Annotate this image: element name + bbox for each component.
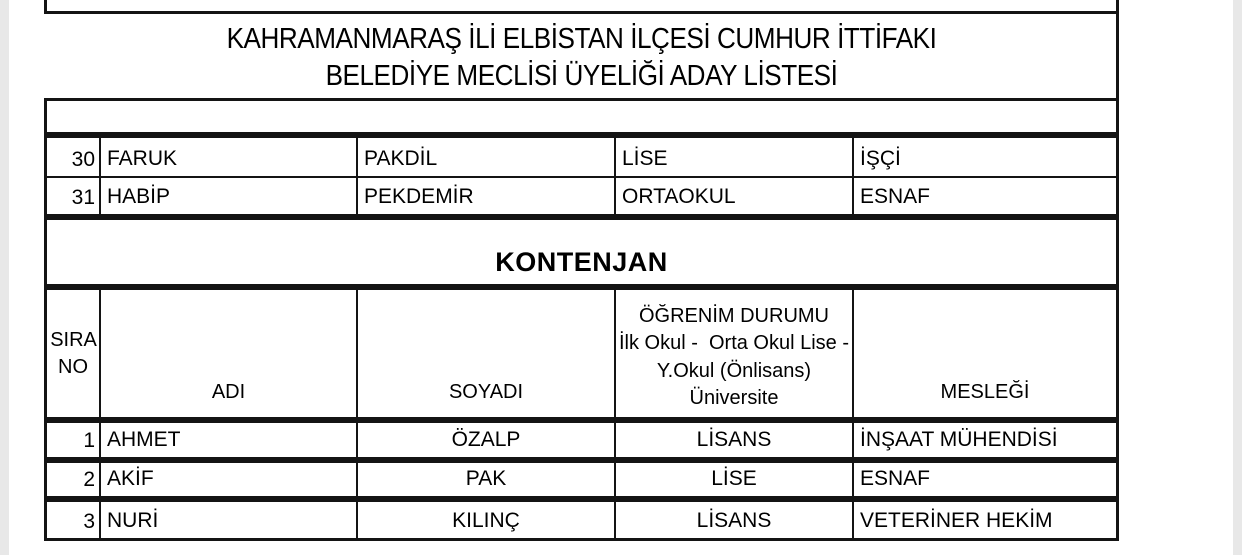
page-margin-left <box>0 0 9 555</box>
section-header-label: KONTENJAN <box>495 247 668 277</box>
row-number-cell: 3 <box>83 510 95 533</box>
kontenjan-table-row <box>44 499 1119 541</box>
last-name-cell: KILINÇ <box>356 502 614 538</box>
previous-section-cutoff-box <box>44 0 1119 14</box>
education-cell: LİSE <box>614 138 852 176</box>
column-header-adi: ADI <box>99 290 356 417</box>
column-header-ogrenim-durumu: ÖĞRENİM DURUMU İlk Okul - Orta Okul Lise - Y.Okul (Önlisans) Üniversite <box>614 290 852 417</box>
document-title-line2: BELEDİYE MECLİSİ ÜYELİĞİ ADAY LİSTESİ <box>325 59 838 92</box>
occupation-cell: ESNAF <box>852 463 1116 496</box>
column-header-soyadi: SOYADI <box>356 290 614 417</box>
last-name-cell: PEKDEMİR <box>356 176 614 214</box>
row-number-cell: 1 <box>83 429 95 452</box>
empty-spacer-row <box>44 98 1119 135</box>
first-name-cell: NURİ <box>99 502 356 538</box>
education-cell: LİSANS <box>614 423 852 457</box>
row-number-cell: 31 <box>47 176 99 214</box>
last-name-cell: PAKDİL <box>356 138 614 176</box>
upper-candidates-table <box>44 135 1119 217</box>
column-header-sira-no: SIRA NO <box>50 328 97 378</box>
row-number-cell: 2 <box>83 468 95 491</box>
first-name-cell: HABİP <box>99 176 356 214</box>
column-header-meslegi: MESLEĞİ <box>852 290 1116 417</box>
first-name-cell: AHMET <box>99 423 356 457</box>
education-cell: LİSE <box>614 463 852 496</box>
education-cell: LİSANS <box>614 502 852 538</box>
kontenjan-table-row <box>44 420 1119 460</box>
last-name-cell: ÖZALP <box>356 423 614 457</box>
document-title-line1: KAHRAMANMARAŞ İLİ ELBİSTAN İLÇESİ CUMHUR İTTİFAKI <box>226 22 937 55</box>
first-name-cell: AKİF <box>99 463 356 496</box>
section-header-kontenjan <box>44 217 1119 287</box>
page-margin-right <box>1233 0 1242 555</box>
education-cell: ORTAOKUL <box>614 176 852 214</box>
document-title <box>44 17 1119 98</box>
first-name-cell: FARUK <box>99 138 356 176</box>
kontenjan-table-header-row <box>44 287 1119 420</box>
kontenjan-table-row <box>44 460 1119 499</box>
occupation-cell: ESNAF <box>852 176 1116 214</box>
occupation-cell: VETERİNER HEKİM <box>852 502 1116 538</box>
last-name-cell: PAK <box>356 463 614 496</box>
row-number-cell: 30 <box>71 148 95 171</box>
occupation-cell: İNŞAAT MÜHENDİSİ <box>852 423 1116 457</box>
right-border-rule <box>1116 14 1119 98</box>
occupation-cell: İŞÇİ <box>852 138 1116 176</box>
